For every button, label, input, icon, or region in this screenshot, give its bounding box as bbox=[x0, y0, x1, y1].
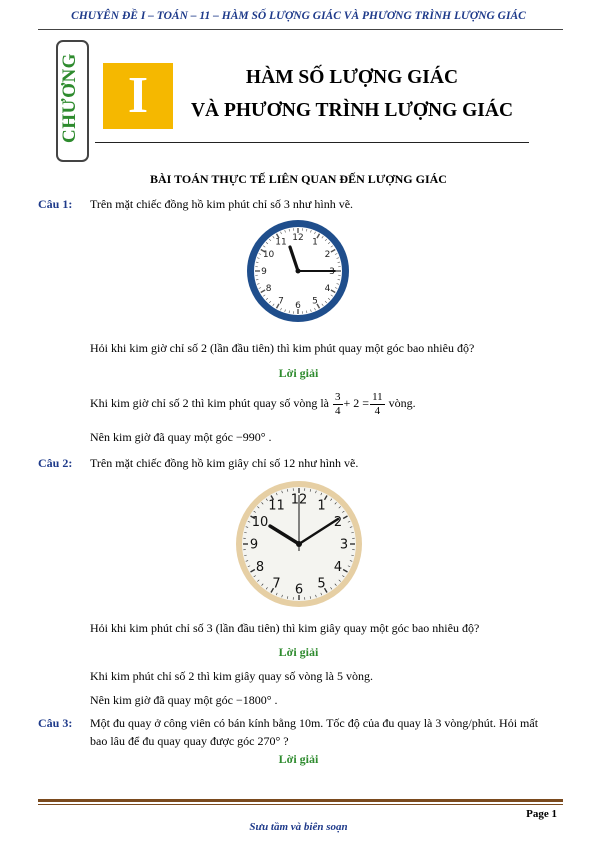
chapter-title-line1: HÀM SỐ LƯỢNG GIÁC bbox=[245, 67, 459, 88]
footer-divider-thin bbox=[38, 804, 563, 805]
solution-1-text-a: Khi kim giờ chỉ số 2 thì kim phút quay số vòng là bbox=[90, 396, 330, 410]
fraction-denominator: 4 bbox=[374, 404, 381, 417]
fraction-numerator: 11 bbox=[372, 390, 383, 403]
solution-1-line-1 bbox=[90, 387, 416, 419]
solution-1-text-c: vòng. bbox=[388, 396, 416, 410]
clock-numeral: 4 bbox=[333, 560, 343, 576]
clock-numeral: 2 bbox=[333, 515, 343, 531]
clock-numeral: 2 bbox=[324, 250, 331, 261]
clock-2-pivot bbox=[296, 541, 302, 547]
fraction-3-over-4 bbox=[333, 391, 343, 418]
clock-numeral: 12 bbox=[290, 492, 308, 508]
fraction-11-over-4 bbox=[370, 391, 385, 418]
solution-2-label: Lời giải bbox=[278, 645, 319, 659]
clock-numeral: 3 bbox=[339, 537, 349, 553]
clock-numeral: 12 bbox=[292, 233, 304, 244]
page-header: CHUYÊN ĐỀ I – TOÁN – 11 – HÀM SỐ LƯỢNG GIÁC VÀ PHƯƠNG TRÌNH LƯỢNG GIÁC bbox=[71, 10, 526, 22]
clock-numeral: 8 bbox=[255, 560, 265, 576]
question-3-label: Câu 3: bbox=[38, 716, 73, 730]
question-1-prompt: Trên mặt chiếc đồng hồ kim phút chỉ số 3 như hình vẽ. bbox=[90, 197, 354, 211]
footer-divider-thick bbox=[38, 799, 563, 802]
clock-numeral: 5 bbox=[312, 296, 318, 307]
clock-numeral: 6 bbox=[294, 582, 304, 598]
question-1-label: Câu 1: bbox=[38, 197, 73, 211]
solution-1-text-b: + 2 = bbox=[343, 396, 370, 410]
chapter-number: I bbox=[103, 63, 173, 129]
header-divider bbox=[38, 29, 563, 30]
solution-2-line-1: Khi kim phút chỉ số 2 thì kim giây quay số vòng là 5 vòng. bbox=[90, 669, 373, 683]
clock-numeral: 10 bbox=[251, 515, 269, 531]
question-2-prompt: Trên mặt chiếc đồng hồ kim giây chỉ số 12 như hình vẽ. bbox=[90, 456, 359, 470]
clock-numeral: 1 bbox=[312, 237, 318, 248]
section-title: BÀI TOÁN THỰC TẾ LIÊN QUAN ĐẾN LƯỢNG GIÁC bbox=[150, 172, 447, 186]
clock-numeral: 11 bbox=[268, 498, 285, 514]
clock-numeral: 4 bbox=[324, 284, 331, 295]
question-3-prompt-line-1: Một đu quay ở công viên có bán kính bằng 10m. Tốc độ của đu quay là 3 vòng/phút. Hỏi mất bbox=[90, 716, 539, 730]
question-3-prompt-line-2: bao lâu để đu quay quay được góc 270° ? bbox=[90, 734, 289, 748]
clock-numeral: 10 bbox=[262, 250, 275, 261]
clock-numeral: 7 bbox=[272, 576, 281, 592]
fraction-denominator: 4 bbox=[335, 404, 341, 417]
clock-numeral: 3 bbox=[329, 267, 335, 278]
clock-1-pivot bbox=[296, 269, 301, 274]
fraction-numerator: 3 bbox=[335, 390, 341, 403]
chapter-title-line2: VÀ PHƯƠNG TRÌNH LƯỢNG GIÁC bbox=[190, 100, 514, 121]
question-2-label: Câu 2: bbox=[38, 456, 73, 470]
clock-numeral: 9 bbox=[249, 537, 259, 553]
solution-2-line-2: Nên kim giờ đã quay một góc −1800° . bbox=[90, 693, 278, 707]
chapter-tab-label: CHƯƠNG bbox=[59, 53, 80, 143]
solution-1-label: Lời giải bbox=[278, 366, 319, 380]
chapter-title bbox=[182, 61, 522, 127]
clock-numeral: 11 bbox=[275, 237, 287, 248]
page-number: Page 1 bbox=[526, 808, 557, 820]
clock-2-image bbox=[234, 479, 364, 609]
clock-numeral: 1 bbox=[317, 498, 326, 514]
clock-numeral: 9 bbox=[261, 267, 267, 278]
clock-1-image bbox=[245, 218, 351, 324]
footer-credit: Sưu tầm và biên soạn bbox=[249, 821, 348, 833]
solution-1-line-2: Nên kim giờ đã quay một góc −990° . bbox=[90, 430, 272, 444]
question-1-text: Hỏi khi kim giờ chỉ số 2 (lần đầu tiên) thì kim phút quay một góc bao nhiêu độ? bbox=[90, 341, 475, 355]
clock-numeral: 7 bbox=[278, 296, 284, 307]
question-2-text: Hỏi khi kim phút chỉ số 3 (lần đầu tiên) thì kim giây quay một góc bao nhiêu độ? bbox=[90, 621, 480, 635]
clock-numeral: 5 bbox=[317, 576, 326, 592]
clock-numeral: 6 bbox=[295, 301, 301, 312]
clock-numeral: 8 bbox=[265, 284, 272, 295]
solution-3-label: Lời giải bbox=[278, 752, 319, 766]
chapter-divider bbox=[95, 142, 529, 143]
